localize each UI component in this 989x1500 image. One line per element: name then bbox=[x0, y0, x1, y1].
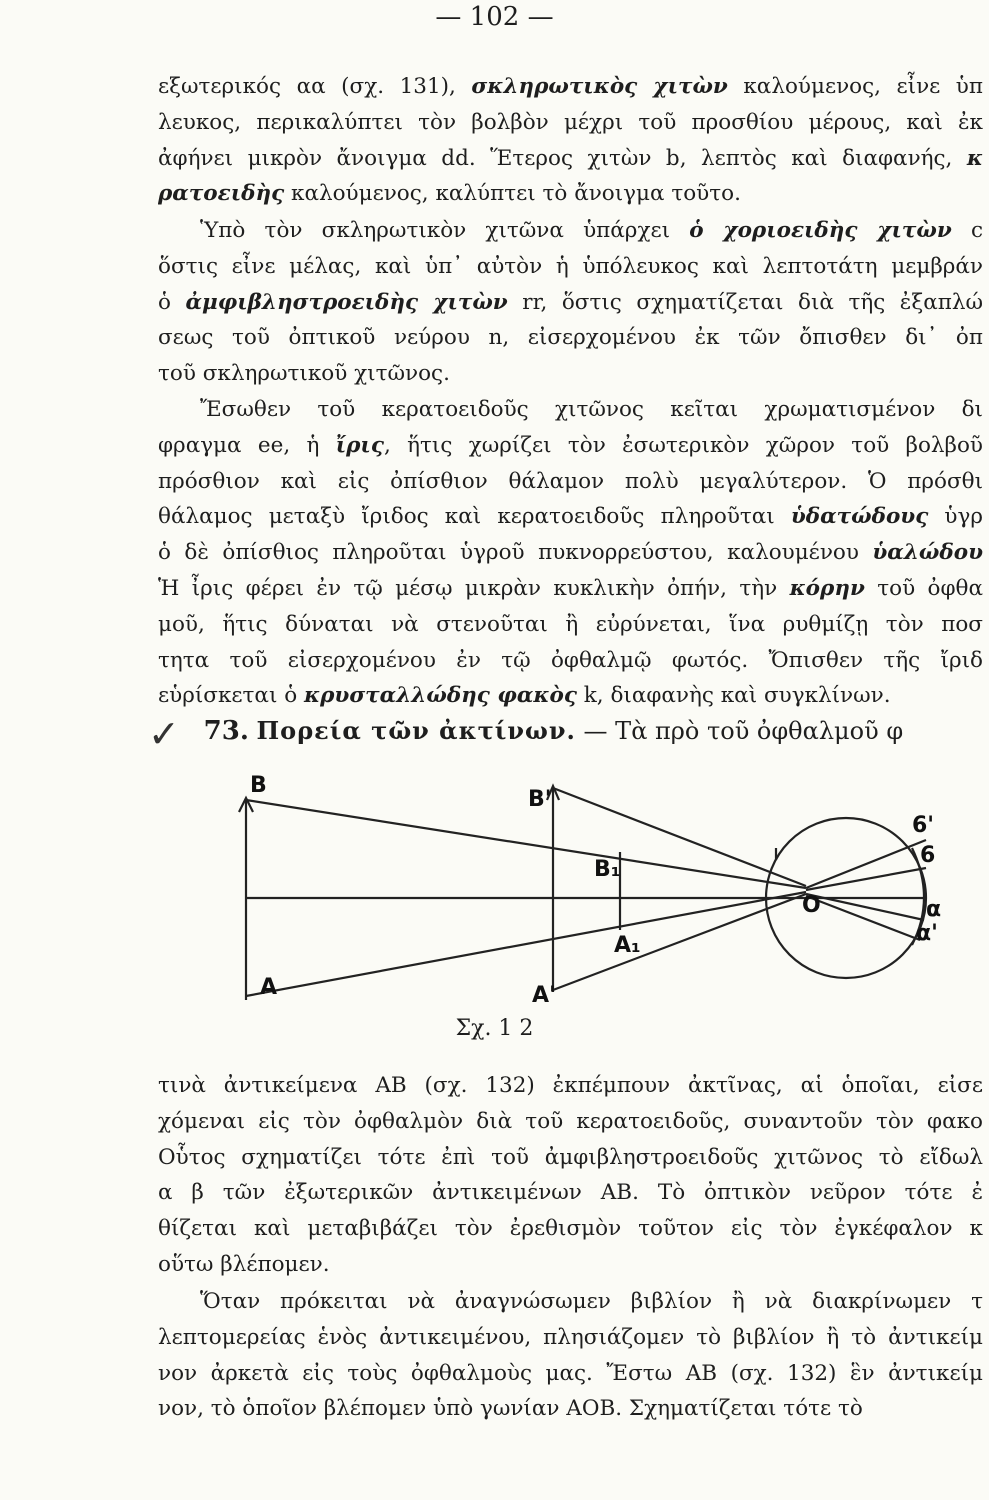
para2-line bbox=[158, 357, 983, 393]
text-span: νον ἀρκετὰ εἰς τοὺς ὀφθαλμοὺς μας. Ἔστω ΑΒ (σχ. 132) ἓν ἀντικείμ bbox=[158, 1360, 983, 1386]
text-span: α β τῶν ἐξωτερικῶν ἀντικειμένων ΑΒ. Τὸ ὀπτικὸν νεῦρον τότε ἐ bbox=[158, 1180, 983, 1206]
para1-line bbox=[158, 106, 983, 142]
para5-line bbox=[158, 1392, 983, 1428]
text-span: ὑγρ bbox=[928, 504, 983, 530]
text-span: νον, τὸ ὁποῖον βλέπομεν ὑπὸ γωνίαν ΑΟΒ. Σχηματίζεται τότε τὸ bbox=[158, 1396, 863, 1422]
para4-line bbox=[158, 1141, 983, 1177]
text-span: Ἔσωθεν τοῦ κερατοειδοῦς χιτῶνος κεῖται χρωματισμένον δι bbox=[200, 397, 983, 422]
ray-B-to-O bbox=[246, 800, 806, 888]
text-span: χόμεναι εἰς τὸν ὀφθαλμὸν διὰ τοῦ κερατοειδοῦς, συναντοῦν τὸν φακο bbox=[158, 1108, 983, 1134]
text-span: εὑρίσκεται ὁ bbox=[158, 683, 304, 709]
emphasized-term: ὑδατώδους bbox=[790, 504, 929, 530]
para2-line bbox=[158, 250, 983, 286]
para3-line bbox=[158, 572, 983, 608]
emphasized-term: κρυσταλλώδης φακὸς bbox=[304, 683, 577, 709]
emphasized-term: σκληρωτικὸς χιτὼν bbox=[471, 74, 728, 99]
text-span: Οὗτος σχηματίζει τότε ἐπὶ τοῦ ἀμφιβληστροειδοῦς χιτῶνος τὸ εἴδωλ bbox=[158, 1144, 983, 1170]
text-span: τητα τοῦ εἰσερχομένου ἐν τῷ ὀφθαλμῷ φωτός. Ὄπισθεν τῆς ἴριδ bbox=[158, 647, 983, 673]
page-number: — 102 — bbox=[435, 2, 554, 32]
emphasized-term: ἴρις bbox=[335, 432, 384, 458]
label-A: A bbox=[260, 975, 278, 1000]
label-b: 6 bbox=[920, 843, 936, 868]
text-span: ἀφήνει μικρὸν ἄνοιγμα dd. Ἕτερος χιτὼν b, λεπτὸς καὶ διαφανής, bbox=[158, 145, 967, 171]
text-span: τοῦ ὀφθα bbox=[864, 576, 983, 601]
label-B: B bbox=[250, 773, 267, 798]
text-span: καλούμενος, εἶνε ὑπ bbox=[727, 74, 983, 99]
para5-line bbox=[158, 1321, 983, 1357]
para2-line bbox=[158, 286, 983, 322]
para5-line bbox=[158, 1357, 983, 1393]
emphasized-term: κόρην bbox=[789, 576, 865, 601]
text-span: Ὑπὸ τὸν σκληρωτικὸν χιτῶνα ὑπάρχει bbox=[200, 218, 690, 243]
text-span: λευκος, περικαλύπτει τὸν βολβὸν μέχρι τοῦ προσθίου μέρους, καὶ ἐκ bbox=[158, 109, 983, 135]
para3-line bbox=[158, 465, 983, 501]
text-span: k, διαφανὴς καὶ συγκλίνων. bbox=[576, 683, 891, 709]
text-span: εξωτερικός αα (σχ. 131), bbox=[158, 74, 472, 99]
para2-line bbox=[158, 321, 983, 357]
para4-line bbox=[158, 1105, 983, 1141]
text-span: φραγμα ee, ἡ bbox=[158, 432, 336, 458]
para1-line bbox=[158, 142, 983, 178]
figure-caption: Σχ. 1 2 bbox=[455, 1016, 534, 1041]
text-span: τινὰ ἀντικείμενα ΑΒ (σχ. 132) ἐκπέμπουν ἀκτῖνας, αἱ ὁποῖαι, εἰσε bbox=[158, 1073, 983, 1098]
text-span: , ἥτις χωρίζει τὸν ἐσωτερικὸν χῶρον τοῦ βολβοῦ bbox=[383, 432, 983, 458]
label-a-prime: α' bbox=[916, 921, 938, 946]
para4-line bbox=[158, 1248, 983, 1284]
text-span: θίζεται καὶ μεταβιβάζει τὸν ἐρεθισμὸν τοῦτον εἰς τὸν ἐγκέφαλον κ bbox=[158, 1216, 983, 1242]
para2-line bbox=[200, 214, 983, 250]
para4-line bbox=[158, 1176, 983, 1212]
section-heading-continuation: — Τὰ πρὸ τοῦ ὀφθαλμοῦ φ bbox=[575, 717, 904, 745]
section-heading bbox=[150, 716, 983, 756]
label-B1: B₁ bbox=[594, 857, 621, 882]
label-a: α bbox=[926, 897, 942, 922]
label-A-prime: A' bbox=[532, 983, 556, 1008]
para3-line bbox=[200, 393, 983, 429]
emphasized-term: κ bbox=[966, 145, 983, 171]
emphasized-term: ἀμφιβληστροειδὴς χιτὼν bbox=[185, 289, 508, 315]
text-span: καλούμενος, καλύπτει τὸ ἄνοιγμα τοῦτο. bbox=[284, 181, 741, 207]
emphasized-term: ὁ χοριοειδὴς χιτὼν bbox=[689, 218, 952, 243]
text-span: οὕτω βλέπομεν. bbox=[158, 1252, 330, 1277]
text-span: σεως τοῦ ὀπτικοῦ νεύρου n, εἰσερχομένου ἐκ τῶν ὄπισθεν δι᾿ ὀπ bbox=[158, 325, 983, 351]
para3-line bbox=[158, 536, 983, 572]
text-span: rr, ὅστις σχηματίζεται διὰ τῆς ἐξαπλώ bbox=[507, 289, 983, 315]
para3-line bbox=[158, 500, 983, 536]
para1-line bbox=[158, 177, 983, 213]
label-B-prime: B' bbox=[528, 787, 552, 812]
emphasized-term: ὑαλώδου bbox=[872, 540, 983, 566]
text-span: θάλαμος μεταξὺ ἴριδος καὶ κερατοειδοῦς πληροῦται bbox=[158, 504, 791, 530]
label-A1: A₁ bbox=[614, 933, 641, 958]
label-O: O bbox=[802, 893, 821, 918]
ray-A-to-O bbox=[246, 892, 806, 996]
section-number: 73. bbox=[203, 716, 249, 746]
text-span: μοῦ, ἥτις δύναται νὰ στενοῦται ἢ εὐρύνεται, ἵνα ρυθμίζῃ τὸν ποσ bbox=[158, 611, 983, 637]
emphasized-term: ρατοειδὴς bbox=[158, 181, 285, 207]
text-span: πρόσθιον καὶ εἰς ὀπίσθιον θάλαμον πολὺ μεγαλύτερον. Ὁ πρόσθι bbox=[158, 468, 983, 494]
para3-line bbox=[158, 679, 983, 715]
para4-line bbox=[158, 1069, 983, 1105]
text-span: Ἡ ἶρις φέρει ἐν τῷ μέσῳ μικρὰν κυκλικὴν ὀπήν, τὴν bbox=[158, 576, 790, 601]
para3-line bbox=[158, 429, 983, 465]
text-span: ὁ bbox=[158, 289, 186, 315]
para4-line bbox=[158, 1212, 983, 1248]
section-title: Πορεία τῶν ἀκτίνων. bbox=[256, 716, 576, 745]
text-span: τοῦ σκληρωτικοῦ χιτῶνος. bbox=[158, 361, 450, 387]
checkmark-icon: ✓ bbox=[148, 712, 180, 756]
para1-line bbox=[158, 70, 983, 106]
text-span: ὁ δὲ ὀπίσθιος πληροῦται ὑγροῦ πυκνορρεύστου, καλουμένου bbox=[158, 540, 873, 566]
para5-line bbox=[200, 1285, 983, 1321]
text-span: λεπτομερείας ἑνὸς ἀντικειμένου, πλησιάζομεν τὸ βιβλίον ἢ τὸ ἀντικείμ bbox=[158, 1324, 983, 1350]
label-b-prime: 6' bbox=[912, 813, 935, 838]
text-span: Ὅταν πρόκειται νὰ ἀναγνώσωμεν βιβλίον ἢ νὰ διακρίνωμεν τ bbox=[200, 1289, 983, 1314]
figure-132-ray-diagram bbox=[236, 770, 989, 1015]
para3-line bbox=[158, 644, 983, 680]
text-span: c bbox=[951, 218, 983, 243]
text-span: ὅστις εἶνε μέλας, καὶ ὑπ᾿ αὐτὸν ἡ ὑπόλευκος καὶ λεπτοτάτη μεμβράν bbox=[158, 253, 983, 279]
para3-line bbox=[158, 608, 983, 644]
